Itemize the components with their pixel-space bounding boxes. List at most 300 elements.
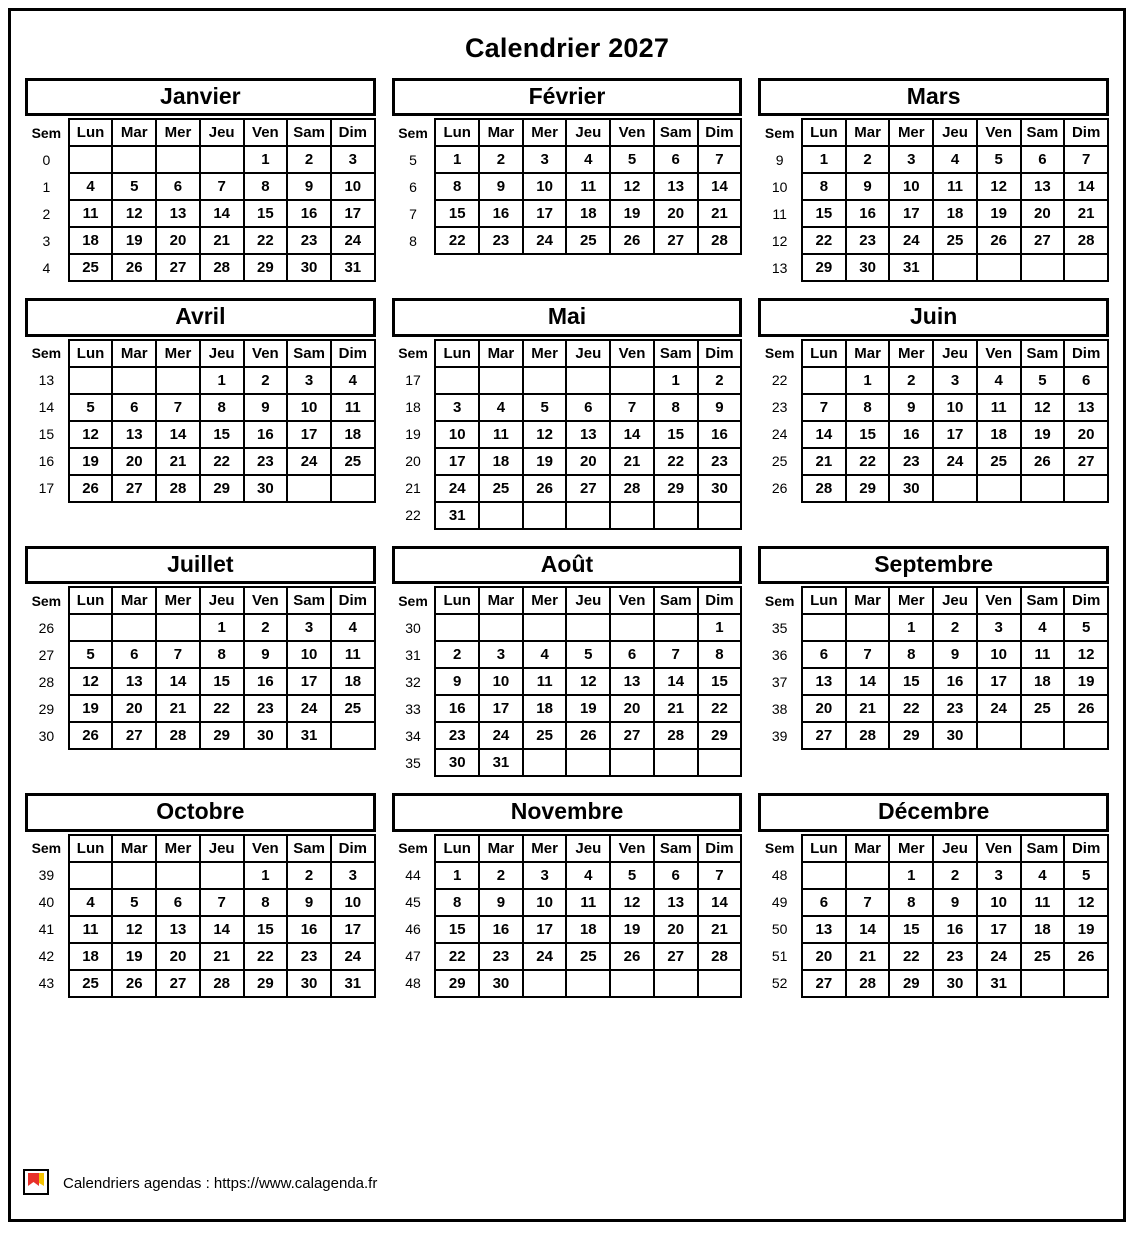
day-cell[interactable]: 24: [977, 695, 1021, 722]
day-cell[interactable]: 3: [933, 367, 977, 394]
day-cell[interactable]: 25: [933, 227, 977, 254]
day-cell[interactable]: 5: [1064, 862, 1108, 889]
day-cell[interactable]: 11: [933, 173, 977, 200]
day-cell[interactable]: 31: [331, 970, 375, 997]
day-cell[interactable]: 10: [331, 173, 375, 200]
day-cell[interactable]: 9: [287, 889, 331, 916]
day-cell[interactable]: 12: [69, 421, 113, 448]
day-cell[interactable]: 22: [244, 943, 288, 970]
day-cell[interactable]: 20: [1021, 200, 1065, 227]
day-cell[interactable]: 23: [479, 943, 523, 970]
day-cell[interactable]: 27: [802, 722, 846, 749]
day-cell[interactable]: 22: [200, 448, 244, 475]
day-cell[interactable]: 14: [610, 421, 654, 448]
day-cell[interactable]: 24: [479, 722, 523, 749]
day-cell[interactable]: 23: [287, 943, 331, 970]
day-cell[interactable]: 6: [156, 889, 200, 916]
day-cell[interactable]: 6: [654, 862, 698, 889]
day-cell[interactable]: 14: [1064, 173, 1108, 200]
day-cell[interactable]: 19: [69, 448, 113, 475]
day-cell[interactable]: 9: [933, 889, 977, 916]
day-cell[interactable]: 14: [156, 421, 200, 448]
day-cell[interactable]: 8: [200, 394, 244, 421]
day-cell[interactable]: 3: [479, 641, 523, 668]
day-cell[interactable]: 21: [1064, 200, 1108, 227]
day-cell[interactable]: 27: [802, 970, 846, 997]
day-cell[interactable]: 26: [69, 475, 113, 502]
day-cell[interactable]: 7: [156, 394, 200, 421]
day-cell[interactable]: 21: [654, 695, 698, 722]
day-cell[interactable]: 18: [566, 916, 610, 943]
day-cell[interactable]: 13: [1064, 394, 1108, 421]
day-cell[interactable]: 14: [846, 916, 890, 943]
day-cell[interactable]: 10: [287, 394, 331, 421]
day-cell[interactable]: 16: [244, 668, 288, 695]
day-cell[interactable]: 23: [287, 227, 331, 254]
day-cell[interactable]: 1: [698, 614, 742, 641]
day-cell[interactable]: 8: [654, 394, 698, 421]
day-cell[interactable]: 9: [933, 641, 977, 668]
day-cell[interactable]: 12: [566, 668, 610, 695]
day-cell[interactable]: 26: [1064, 943, 1108, 970]
day-cell[interactable]: 11: [523, 668, 567, 695]
day-cell[interactable]: 16: [287, 916, 331, 943]
day-cell[interactable]: 17: [977, 916, 1021, 943]
day-cell[interactable]: 15: [200, 668, 244, 695]
day-cell[interactable]: 30: [846, 254, 890, 281]
day-cell[interactable]: 2: [287, 862, 331, 889]
day-cell[interactable]: 11: [69, 200, 113, 227]
day-cell[interactable]: 26: [1064, 695, 1108, 722]
day-cell[interactable]: 16: [479, 200, 523, 227]
day-cell[interactable]: 8: [802, 173, 846, 200]
day-cell[interactable]: 9: [435, 668, 479, 695]
day-cell[interactable]: 9: [479, 173, 523, 200]
day-cell[interactable]: 1: [200, 367, 244, 394]
day-cell[interactable]: 15: [654, 421, 698, 448]
day-cell[interactable]: 18: [69, 943, 113, 970]
day-cell[interactable]: 17: [331, 916, 375, 943]
day-cell[interactable]: 23: [435, 722, 479, 749]
day-cell[interactable]: 10: [523, 889, 567, 916]
day-cell[interactable]: 24: [977, 943, 1021, 970]
day-cell[interactable]: 6: [156, 173, 200, 200]
day-cell[interactable]: 13: [112, 668, 156, 695]
day-cell[interactable]: 21: [698, 200, 742, 227]
day-cell[interactable]: 30: [435, 749, 479, 776]
day-cell[interactable]: 5: [112, 173, 156, 200]
day-cell[interactable]: 4: [69, 889, 113, 916]
day-cell[interactable]: 22: [654, 448, 698, 475]
day-cell[interactable]: 11: [479, 421, 523, 448]
day-cell[interactable]: 3: [435, 394, 479, 421]
day-cell[interactable]: 25: [479, 475, 523, 502]
day-cell[interactable]: 17: [523, 200, 567, 227]
day-cell[interactable]: 24: [287, 695, 331, 722]
day-cell[interactable]: 5: [977, 146, 1021, 173]
day-cell[interactable]: 1: [889, 862, 933, 889]
day-cell[interactable]: 29: [200, 722, 244, 749]
day-cell[interactable]: 6: [566, 394, 610, 421]
day-cell[interactable]: 4: [977, 367, 1021, 394]
day-cell[interactable]: 14: [654, 668, 698, 695]
day-cell[interactable]: 15: [698, 668, 742, 695]
day-cell[interactable]: 6: [1021, 146, 1065, 173]
day-cell[interactable]: 15: [435, 200, 479, 227]
day-cell[interactable]: 7: [200, 173, 244, 200]
day-cell[interactable]: 23: [933, 943, 977, 970]
day-cell[interactable]: 17: [977, 668, 1021, 695]
day-cell[interactable]: 22: [889, 943, 933, 970]
day-cell[interactable]: 2: [479, 146, 523, 173]
day-cell[interactable]: 4: [566, 862, 610, 889]
day-cell[interactable]: 20: [654, 200, 698, 227]
day-cell[interactable]: 24: [435, 475, 479, 502]
day-cell[interactable]: 19: [69, 695, 113, 722]
day-cell[interactable]: 5: [610, 146, 654, 173]
day-cell[interactable]: 7: [698, 146, 742, 173]
day-cell[interactable]: 22: [698, 695, 742, 722]
day-cell[interactable]: 8: [244, 173, 288, 200]
day-cell[interactable]: 31: [287, 722, 331, 749]
day-cell[interactable]: 26: [69, 722, 113, 749]
day-cell[interactable]: 2: [287, 146, 331, 173]
day-cell[interactable]: 27: [156, 254, 200, 281]
day-cell[interactable]: 15: [435, 916, 479, 943]
day-cell[interactable]: 17: [479, 695, 523, 722]
day-cell[interactable]: 10: [977, 641, 1021, 668]
day-cell[interactable]: 30: [933, 970, 977, 997]
day-cell[interactable]: 1: [244, 146, 288, 173]
day-cell[interactable]: 5: [112, 889, 156, 916]
day-cell[interactable]: 11: [566, 889, 610, 916]
day-cell[interactable]: 27: [112, 722, 156, 749]
day-cell[interactable]: 7: [846, 641, 890, 668]
day-cell[interactable]: 5: [69, 394, 113, 421]
day-cell[interactable]: 4: [69, 173, 113, 200]
day-cell[interactable]: 20: [1064, 421, 1108, 448]
day-cell[interactable]: 27: [654, 227, 698, 254]
day-cell[interactable]: 29: [654, 475, 698, 502]
day-cell[interactable]: 9: [244, 394, 288, 421]
day-cell[interactable]: 21: [200, 943, 244, 970]
day-cell[interactable]: 8: [200, 641, 244, 668]
day-cell[interactable]: 28: [846, 722, 890, 749]
day-cell[interactable]: 2: [698, 367, 742, 394]
day-cell[interactable]: 12: [112, 200, 156, 227]
day-cell[interactable]: 29: [200, 475, 244, 502]
day-cell[interactable]: 5: [523, 394, 567, 421]
day-cell[interactable]: 20: [156, 943, 200, 970]
day-cell[interactable]: 26: [112, 970, 156, 997]
day-cell[interactable]: 13: [802, 916, 846, 943]
day-cell[interactable]: 2: [933, 614, 977, 641]
day-cell[interactable]: 27: [1064, 448, 1108, 475]
day-cell[interactable]: 9: [479, 889, 523, 916]
day-cell[interactable]: 27: [112, 475, 156, 502]
day-cell[interactable]: 1: [654, 367, 698, 394]
day-cell[interactable]: 18: [69, 227, 113, 254]
day-cell[interactable]: 11: [69, 916, 113, 943]
day-cell[interactable]: 4: [331, 614, 375, 641]
day-cell[interactable]: 25: [69, 254, 113, 281]
day-cell[interactable]: 14: [200, 916, 244, 943]
day-cell[interactable]: 10: [435, 421, 479, 448]
day-cell[interactable]: 7: [1064, 146, 1108, 173]
day-cell[interactable]: 2: [889, 367, 933, 394]
day-cell[interactable]: 1: [435, 146, 479, 173]
day-cell[interactable]: 10: [933, 394, 977, 421]
day-cell[interactable]: 25: [331, 695, 375, 722]
day-cell[interactable]: 2: [846, 146, 890, 173]
day-cell[interactable]: 20: [802, 943, 846, 970]
day-cell[interactable]: 25: [1021, 943, 1065, 970]
day-cell[interactable]: 13: [156, 916, 200, 943]
day-cell[interactable]: 16: [244, 421, 288, 448]
day-cell[interactable]: 19: [1064, 668, 1108, 695]
day-cell[interactable]: 28: [156, 722, 200, 749]
day-cell[interactable]: 18: [479, 448, 523, 475]
day-cell[interactable]: 13: [654, 889, 698, 916]
day-cell[interactable]: 13: [610, 668, 654, 695]
day-cell[interactable]: 10: [479, 668, 523, 695]
day-cell[interactable]: 6: [1064, 367, 1108, 394]
day-cell[interactable]: 9: [244, 641, 288, 668]
day-cell[interactable]: 18: [566, 200, 610, 227]
day-cell[interactable]: 14: [802, 421, 846, 448]
day-cell[interactable]: 6: [112, 394, 156, 421]
day-cell[interactable]: 15: [200, 421, 244, 448]
day-cell[interactable]: 28: [156, 475, 200, 502]
day-cell[interactable]: 29: [889, 722, 933, 749]
day-cell[interactable]: 2: [244, 367, 288, 394]
day-cell[interactable]: 14: [846, 668, 890, 695]
day-cell[interactable]: 17: [523, 916, 567, 943]
day-cell[interactable]: 31: [479, 749, 523, 776]
day-cell[interactable]: 12: [610, 173, 654, 200]
day-cell[interactable]: 5: [69, 641, 113, 668]
day-cell[interactable]: 19: [610, 916, 654, 943]
day-cell[interactable]: 1: [846, 367, 890, 394]
day-cell[interactable]: 15: [889, 916, 933, 943]
day-cell[interactable]: 6: [654, 146, 698, 173]
day-cell[interactable]: 13: [112, 421, 156, 448]
day-cell[interactable]: 28: [200, 970, 244, 997]
day-cell[interactable]: 16: [698, 421, 742, 448]
day-cell[interactable]: 2: [244, 614, 288, 641]
day-cell[interactable]: 18: [1021, 668, 1065, 695]
day-cell[interactable]: 17: [287, 421, 331, 448]
day-cell[interactable]: 28: [846, 970, 890, 997]
day-cell[interactable]: 26: [977, 227, 1021, 254]
day-cell[interactable]: 30: [933, 722, 977, 749]
day-cell[interactable]: 29: [846, 475, 890, 502]
day-cell[interactable]: 17: [889, 200, 933, 227]
day-cell[interactable]: 24: [523, 943, 567, 970]
day-cell[interactable]: 13: [802, 668, 846, 695]
day-cell[interactable]: 20: [112, 695, 156, 722]
day-cell[interactable]: 12: [610, 889, 654, 916]
day-cell[interactable]: 16: [933, 916, 977, 943]
day-cell[interactable]: 12: [1064, 641, 1108, 668]
day-cell[interactable]: 19: [1064, 916, 1108, 943]
day-cell[interactable]: 1: [889, 614, 933, 641]
day-cell[interactable]: 10: [889, 173, 933, 200]
day-cell[interactable]: 12: [112, 916, 156, 943]
day-cell[interactable]: 30: [479, 970, 523, 997]
day-cell[interactable]: 5: [610, 862, 654, 889]
day-cell[interactable]: 30: [889, 475, 933, 502]
day-cell[interactable]: 8: [889, 641, 933, 668]
day-cell[interactable]: 20: [654, 916, 698, 943]
day-cell[interactable]: 30: [287, 254, 331, 281]
day-cell[interactable]: 24: [933, 448, 977, 475]
day-cell[interactable]: 12: [69, 668, 113, 695]
day-cell[interactable]: 25: [1021, 695, 1065, 722]
day-cell[interactable]: 29: [244, 254, 288, 281]
day-cell[interactable]: 21: [200, 227, 244, 254]
day-cell[interactable]: 13: [1021, 173, 1065, 200]
day-cell[interactable]: 30: [244, 722, 288, 749]
day-cell[interactable]: 3: [523, 146, 567, 173]
day-cell[interactable]: 26: [1021, 448, 1065, 475]
day-cell[interactable]: 31: [977, 970, 1021, 997]
day-cell[interactable]: 6: [802, 889, 846, 916]
day-cell[interactable]: 8: [435, 889, 479, 916]
day-cell[interactable]: 4: [566, 146, 610, 173]
day-cell[interactable]: 25: [69, 970, 113, 997]
day-cell[interactable]: 24: [331, 227, 375, 254]
day-cell[interactable]: 27: [610, 722, 654, 749]
day-cell[interactable]: 29: [244, 970, 288, 997]
day-cell[interactable]: 24: [331, 943, 375, 970]
day-cell[interactable]: 11: [331, 641, 375, 668]
day-cell[interactable]: 19: [610, 200, 654, 227]
day-cell[interactable]: 7: [698, 862, 742, 889]
day-cell[interactable]: 13: [566, 421, 610, 448]
day-cell[interactable]: 3: [331, 862, 375, 889]
day-cell[interactable]: 21: [802, 448, 846, 475]
day-cell[interactable]: 18: [331, 421, 375, 448]
day-cell[interactable]: 29: [698, 722, 742, 749]
day-cell[interactable]: 23: [698, 448, 742, 475]
day-cell[interactable]: 6: [610, 641, 654, 668]
day-cell[interactable]: 22: [435, 943, 479, 970]
day-cell[interactable]: 5: [1064, 614, 1108, 641]
day-cell[interactable]: 7: [200, 889, 244, 916]
day-cell[interactable]: 3: [889, 146, 933, 173]
day-cell[interactable]: 4: [479, 394, 523, 421]
day-cell[interactable]: 19: [112, 943, 156, 970]
day-cell[interactable]: 10: [977, 889, 1021, 916]
day-cell[interactable]: 23: [933, 695, 977, 722]
day-cell[interactable]: 28: [610, 475, 654, 502]
day-cell[interactable]: 4: [1021, 614, 1065, 641]
day-cell[interactable]: 23: [479, 227, 523, 254]
day-cell[interactable]: 8: [435, 173, 479, 200]
day-cell[interactable]: 19: [977, 200, 1021, 227]
day-cell[interactable]: 19: [523, 448, 567, 475]
day-cell[interactable]: 28: [698, 227, 742, 254]
day-cell[interactable]: 3: [977, 862, 1021, 889]
day-cell[interactable]: 11: [1021, 641, 1065, 668]
day-cell[interactable]: 28: [802, 475, 846, 502]
day-cell[interactable]: 22: [200, 695, 244, 722]
day-cell[interactable]: 23: [244, 448, 288, 475]
day-cell[interactable]: 20: [802, 695, 846, 722]
day-cell[interactable]: 11: [1021, 889, 1065, 916]
day-cell[interactable]: 28: [698, 943, 742, 970]
day-cell[interactable]: 17: [435, 448, 479, 475]
day-cell[interactable]: 25: [331, 448, 375, 475]
day-cell[interactable]: 16: [933, 668, 977, 695]
day-cell[interactable]: 30: [244, 475, 288, 502]
day-cell[interactable]: 26: [523, 475, 567, 502]
day-cell[interactable]: 25: [523, 722, 567, 749]
day-cell[interactable]: 18: [1021, 916, 1065, 943]
day-cell[interactable]: 18: [331, 668, 375, 695]
day-cell[interactable]: 29: [889, 970, 933, 997]
day-cell[interactable]: 22: [846, 448, 890, 475]
day-cell[interactable]: 2: [933, 862, 977, 889]
day-cell[interactable]: 12: [1064, 889, 1108, 916]
day-cell[interactable]: 25: [977, 448, 1021, 475]
day-cell[interactable]: 2: [435, 641, 479, 668]
day-cell[interactable]: 17: [287, 668, 331, 695]
day-cell[interactable]: 14: [698, 173, 742, 200]
day-cell[interactable]: 30: [287, 970, 331, 997]
day-cell[interactable]: 18: [933, 200, 977, 227]
day-cell[interactable]: 10: [331, 889, 375, 916]
day-cell[interactable]: 9: [846, 173, 890, 200]
day-cell[interactable]: 6: [112, 641, 156, 668]
day-cell[interactable]: 16: [846, 200, 890, 227]
day-cell[interactable]: 13: [654, 173, 698, 200]
day-cell[interactable]: 9: [698, 394, 742, 421]
day-cell[interactable]: 20: [112, 448, 156, 475]
day-cell[interactable]: 16: [435, 695, 479, 722]
day-cell[interactable]: 12: [523, 421, 567, 448]
day-cell[interactable]: 20: [156, 227, 200, 254]
day-cell[interactable]: 17: [933, 421, 977, 448]
day-cell[interactable]: 3: [287, 614, 331, 641]
day-cell[interactable]: 16: [889, 421, 933, 448]
day-cell[interactable]: 7: [610, 394, 654, 421]
day-cell[interactable]: 10: [287, 641, 331, 668]
day-cell[interactable]: 26: [610, 227, 654, 254]
day-cell[interactable]: 1: [802, 146, 846, 173]
day-cell[interactable]: 7: [846, 889, 890, 916]
day-cell[interactable]: 26: [566, 722, 610, 749]
day-cell[interactable]: 28: [1064, 227, 1108, 254]
day-cell[interactable]: 19: [1021, 421, 1065, 448]
day-cell[interactable]: 15: [889, 668, 933, 695]
day-cell[interactable]: 1: [244, 862, 288, 889]
day-cell[interactable]: 8: [889, 889, 933, 916]
day-cell[interactable]: 5: [566, 641, 610, 668]
day-cell[interactable]: 21: [610, 448, 654, 475]
day-cell[interactable]: 23: [244, 695, 288, 722]
day-cell[interactable]: 3: [523, 862, 567, 889]
day-cell[interactable]: 7: [654, 641, 698, 668]
day-cell[interactable]: 16: [479, 916, 523, 943]
day-cell[interactable]: 27: [1021, 227, 1065, 254]
day-cell[interactable]: 14: [156, 668, 200, 695]
day-cell[interactable]: 21: [698, 916, 742, 943]
day-cell[interactable]: 23: [889, 448, 933, 475]
day-cell[interactable]: 27: [654, 943, 698, 970]
day-cell[interactable]: 25: [566, 227, 610, 254]
